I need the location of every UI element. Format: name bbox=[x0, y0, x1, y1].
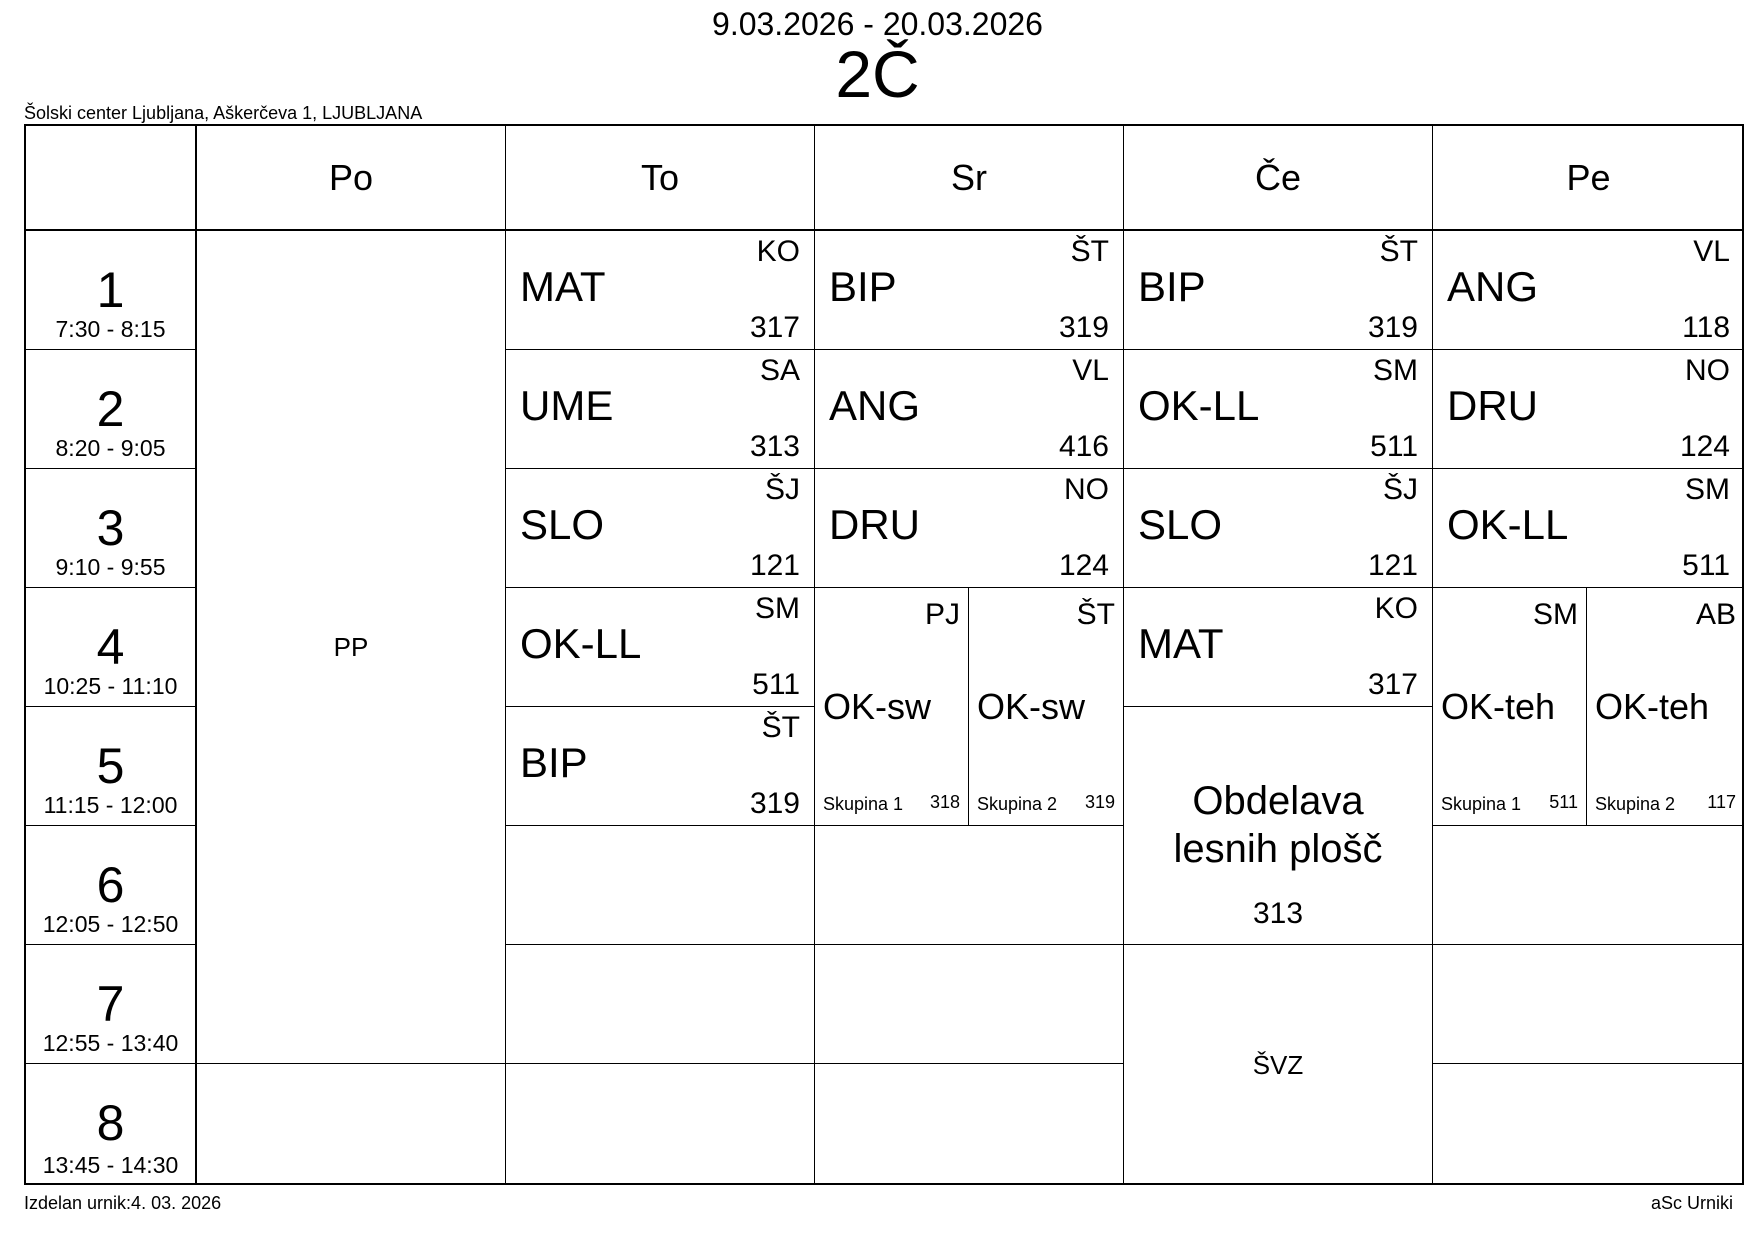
lesson-room: 319 bbox=[1058, 311, 1109, 344]
period-time: 13:45 - 14:30 bbox=[42, 1152, 179, 1178]
lesson-subject: OK-teh bbox=[1595, 686, 1710, 727]
period-number: 2 bbox=[96, 381, 125, 437]
empty-slot bbox=[505, 825, 814, 944]
lesson-teacher: PJ bbox=[924, 598, 960, 631]
lesson-to-5[interactable] bbox=[505, 706, 814, 825]
empty-slot bbox=[505, 944, 814, 1063]
lesson-room: 319 bbox=[1084, 792, 1115, 812]
lesson-room: 319 bbox=[749, 787, 800, 820]
lesson-group: Skupina 1 bbox=[823, 794, 904, 814]
period-number: 5 bbox=[96, 738, 125, 794]
lesson-ce-4[interactable] bbox=[1123, 587, 1432, 706]
lesson-pe-3[interactable] bbox=[1432, 468, 1744, 587]
period-cell bbox=[24, 1063, 196, 1185]
period-number: 3 bbox=[96, 500, 125, 556]
period-time: 9:10 - 9:55 bbox=[55, 554, 166, 580]
lesson-po-pp[interactable] bbox=[196, 230, 505, 1063]
lesson-teacher: NO bbox=[1064, 473, 1109, 506]
lesson-room: 319 bbox=[1367, 311, 1418, 344]
empty-slot bbox=[1432, 825, 1744, 944]
period-number: 8 bbox=[96, 1095, 125, 1151]
period-cell bbox=[24, 349, 196, 468]
lesson-pe-45-group1[interactable] bbox=[1432, 587, 1586, 825]
lesson-teacher: AB bbox=[1695, 598, 1736, 631]
lesson-ce-3[interactable] bbox=[1123, 468, 1432, 587]
period-number: 4 bbox=[96, 619, 125, 675]
day-header-pe: Pe bbox=[1432, 124, 1744, 230]
lesson-subject: ANG bbox=[829, 382, 921, 429]
lesson-subject bbox=[1124, 777, 1432, 873]
lesson-subject: ANG bbox=[1447, 263, 1539, 310]
period-number: 6 bbox=[96, 857, 125, 913]
lesson-ce-1[interactable] bbox=[1123, 230, 1432, 349]
class-name: 2Č bbox=[835, 37, 920, 111]
lesson-subject: OK-sw bbox=[977, 686, 1085, 727]
lesson-room: 511 bbox=[752, 668, 800, 701]
lesson-subject: OK-LL bbox=[1138, 382, 1260, 429]
lesson-sr-45-group2[interactable] bbox=[968, 587, 1123, 825]
period-number: 7 bbox=[96, 976, 125, 1032]
lesson-sr-3[interactable] bbox=[814, 468, 1123, 587]
lesson-group: Skupina 2 bbox=[977, 794, 1058, 814]
lesson-ce-2[interactable] bbox=[1123, 349, 1432, 468]
lesson-to-3[interactable] bbox=[505, 468, 814, 587]
lesson-subject: OK-teh bbox=[1441, 686, 1556, 727]
lesson-teacher: SM bbox=[755, 592, 800, 625]
empty-slot bbox=[196, 1063, 505, 1185]
lesson-room: 313 bbox=[749, 430, 800, 463]
lesson-subject: BIP bbox=[520, 739, 588, 786]
lesson-group: Skupina 1 bbox=[1441, 794, 1522, 814]
lesson-teacher: VL bbox=[1693, 235, 1730, 268]
period-time: 12:55 - 13:40 bbox=[42, 1030, 179, 1056]
period-cell bbox=[24, 944, 196, 1063]
lesson-room: 317 bbox=[1367, 668, 1418, 701]
lesson-subject: OK-LL bbox=[1447, 501, 1569, 548]
lesson-room: 117 bbox=[1707, 792, 1736, 812]
lesson-ce-svz[interactable] bbox=[1123, 944, 1432, 1185]
period-cell bbox=[24, 706, 196, 825]
lesson-room: 318 bbox=[929, 792, 960, 812]
lesson-subject: DRU bbox=[829, 501, 920, 548]
corner-cell bbox=[24, 124, 196, 230]
lesson-teacher: KO bbox=[1374, 592, 1418, 625]
lesson-subject: MAT bbox=[1138, 620, 1224, 667]
timetable-period: 9.03.2026 - 20.03.2026 bbox=[712, 6, 1043, 42]
empty-slot bbox=[1432, 1063, 1744, 1185]
school-name: Šolski center Ljubljana, Aškerčeva 1, LJUBLJANA bbox=[24, 103, 423, 123]
timetable-grid bbox=[24, 124, 1744, 1185]
lesson-teacher: KO bbox=[756, 235, 800, 268]
period-time: 7:30 - 8:15 bbox=[55, 316, 166, 342]
created-date: Izdelan urnik:4. 03. 2026 bbox=[24, 1193, 222, 1213]
lesson-room: 317 bbox=[749, 311, 800, 344]
lesson-group: Skupina 2 bbox=[1595, 794, 1676, 814]
lesson-teacher: ŠT bbox=[1379, 235, 1418, 268]
lesson-teacher: SM bbox=[1685, 473, 1730, 506]
day-header-ce: Če bbox=[1123, 124, 1432, 230]
lesson-teacher: ŠJ bbox=[764, 473, 800, 506]
lesson-teacher: SM bbox=[1373, 354, 1418, 387]
lesson-teacher: ŠT bbox=[1070, 235, 1109, 268]
lesson-room: 511 bbox=[1370, 430, 1418, 463]
lesson-room: 416 bbox=[1058, 430, 1109, 463]
lesson-subject: OK-LL bbox=[520, 620, 642, 667]
lesson-ce-56[interactable] bbox=[1123, 706, 1432, 944]
lesson-room: 121 bbox=[749, 549, 800, 582]
lesson-subject: DRU bbox=[1447, 382, 1538, 429]
period-column-divider bbox=[195, 124, 197, 1185]
empty-slot bbox=[814, 944, 1123, 1063]
lesson-teacher: VL bbox=[1072, 354, 1109, 387]
lesson-sr-2[interactable] bbox=[814, 349, 1123, 468]
lesson-subject: OK-sw bbox=[823, 686, 931, 727]
lesson-subject-line1: Obdelava bbox=[1192, 779, 1364, 823]
lesson-to-4[interactable] bbox=[505, 587, 814, 706]
period-cell bbox=[24, 825, 196, 944]
lesson-room: 121 bbox=[1367, 549, 1418, 582]
lesson-subject: SLO bbox=[1138, 501, 1223, 548]
lesson-subject: MAT bbox=[520, 263, 606, 310]
lesson-room: 118 bbox=[1682, 311, 1730, 344]
lesson-to-1[interactable] bbox=[505, 230, 814, 349]
lesson-teacher: SM bbox=[1533, 598, 1578, 631]
empty-slot bbox=[814, 1063, 1123, 1185]
lesson-subject: BIP bbox=[1138, 263, 1206, 310]
lesson-pe-1[interactable] bbox=[1432, 230, 1744, 349]
lesson-subject: SLO bbox=[520, 501, 605, 548]
lesson-teacher: ŠT bbox=[1076, 598, 1115, 631]
lesson-teacher: NO bbox=[1685, 354, 1730, 387]
lesson-sr-45-group1[interactable] bbox=[814, 587, 968, 825]
day-header-sr: Sr bbox=[814, 124, 1123, 230]
period-cell bbox=[24, 468, 196, 587]
empty-slot bbox=[505, 1063, 814, 1185]
lesson-label: ŠVZ bbox=[1252, 1049, 1304, 1080]
lesson-teacher: ŠT bbox=[761, 711, 800, 744]
lesson-sr-1[interactable] bbox=[814, 230, 1123, 349]
lesson-room: 511 bbox=[1682, 549, 1730, 582]
empty-slot bbox=[1432, 944, 1744, 1063]
empty-slot bbox=[814, 825, 1123, 944]
software-credit: aSc Urniki bbox=[1650, 1193, 1733, 1213]
period-time: 11:15 - 12:00 bbox=[43, 792, 178, 818]
header-divider bbox=[24, 229, 1744, 231]
lesson-subject-line2: lesnih plošč bbox=[1173, 827, 1383, 871]
period-time: 12:05 - 12:50 bbox=[42, 911, 179, 937]
lesson-subject: UME bbox=[520, 382, 614, 429]
day-header-po: Po bbox=[196, 124, 505, 230]
period-time: 10:25 - 11:10 bbox=[43, 673, 178, 699]
lesson-room: 511 bbox=[1549, 792, 1578, 812]
lesson-label: PP bbox=[333, 631, 369, 662]
lesson-teacher: SA bbox=[759, 354, 800, 387]
lesson-room: 313 bbox=[1252, 897, 1304, 930]
lesson-to-2[interactable] bbox=[505, 349, 814, 468]
period-time: 8:20 - 9:05 bbox=[55, 435, 166, 461]
lesson-pe-45-group2[interactable] bbox=[1586, 587, 1744, 825]
period-cell bbox=[24, 587, 196, 706]
lesson-room: 124 bbox=[1058, 549, 1109, 582]
lesson-pe-2[interactable] bbox=[1432, 349, 1744, 468]
lesson-room: 124 bbox=[1679, 430, 1730, 463]
period-cell bbox=[24, 230, 196, 349]
day-header-to: To bbox=[505, 124, 814, 230]
period-number: 1 bbox=[96, 262, 125, 318]
lesson-subject: BIP bbox=[829, 263, 897, 310]
lesson-teacher: ŠJ bbox=[1382, 473, 1418, 506]
